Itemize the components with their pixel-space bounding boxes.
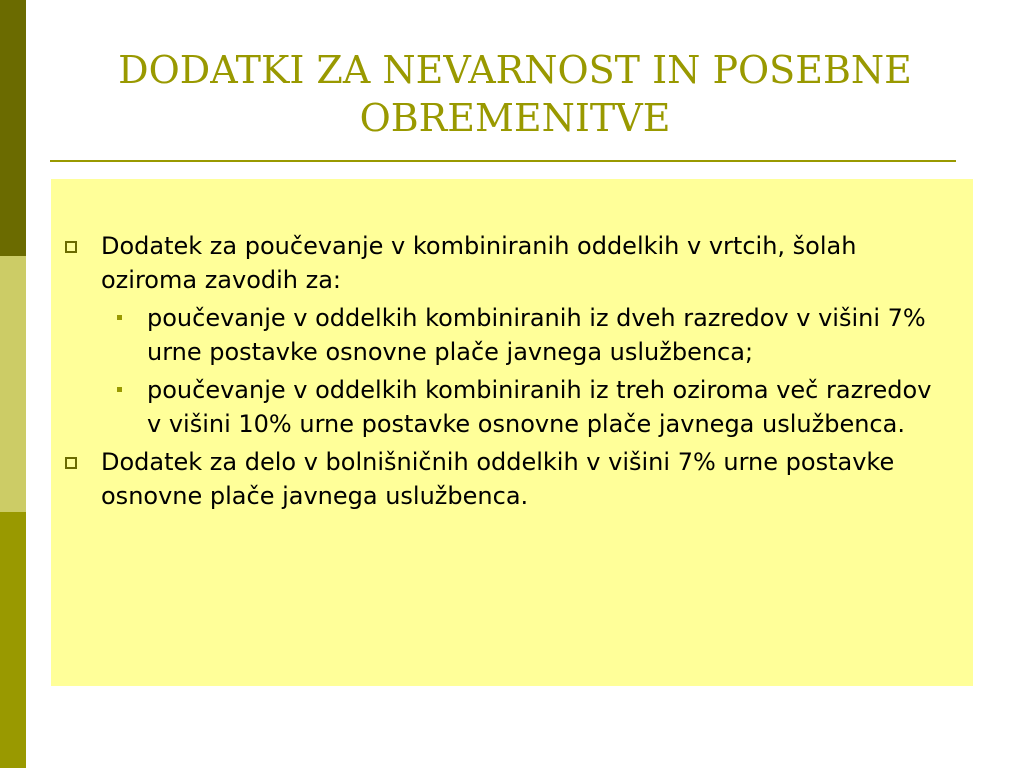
filled-square-icon	[117, 387, 122, 392]
sub-bullet-text: poučevanje v oddelkih kombiniranih iz treh oziroma več razredov v višini 10% urne postavke osnovne plače javnega uslužbenca.	[147, 376, 932, 438]
bullet-item-teaching-combined	[51, 229, 951, 441]
slide-title	[60, 46, 970, 142]
slide-title-line-1: DODATKI ZA NEVARNOST IN POSEBNE	[118, 48, 912, 92]
sidebar-band-bottom	[0, 512, 26, 768]
content-box	[51, 179, 973, 686]
sub-bullet-item-two-grades	[101, 301, 951, 369]
sidebar-band-top	[0, 0, 26, 256]
slide-title-line-2: OBREMENITVE	[359, 96, 671, 140]
hollow-square-icon	[65, 241, 77, 253]
bullet-text: Dodatek za delo v bolnišničnih oddelkih v višini 7% urne postavke osnovne plače javnega uslužbenca.	[101, 448, 895, 510]
bullet-item-hospital	[51, 445, 951, 513]
sub-bullet-list	[101, 301, 951, 441]
sub-bullet-text: poučevanje v oddelkih kombiniranih iz dveh razredov v višini 7% urne postavke osnovne plače javnega uslužbenca;	[147, 304, 926, 366]
sub-bullet-item-three-grades	[101, 373, 951, 441]
sidebar-band-middle	[0, 256, 26, 512]
bullet-text: Dodatek za poučevanje v kombiniranih oddelkih v vrtcih, šolah oziroma zavodih za:	[101, 232, 857, 294]
bullet-list	[51, 229, 951, 517]
filled-square-icon	[117, 315, 122, 320]
hollow-square-icon	[65, 457, 77, 469]
title-divider	[50, 160, 956, 162]
